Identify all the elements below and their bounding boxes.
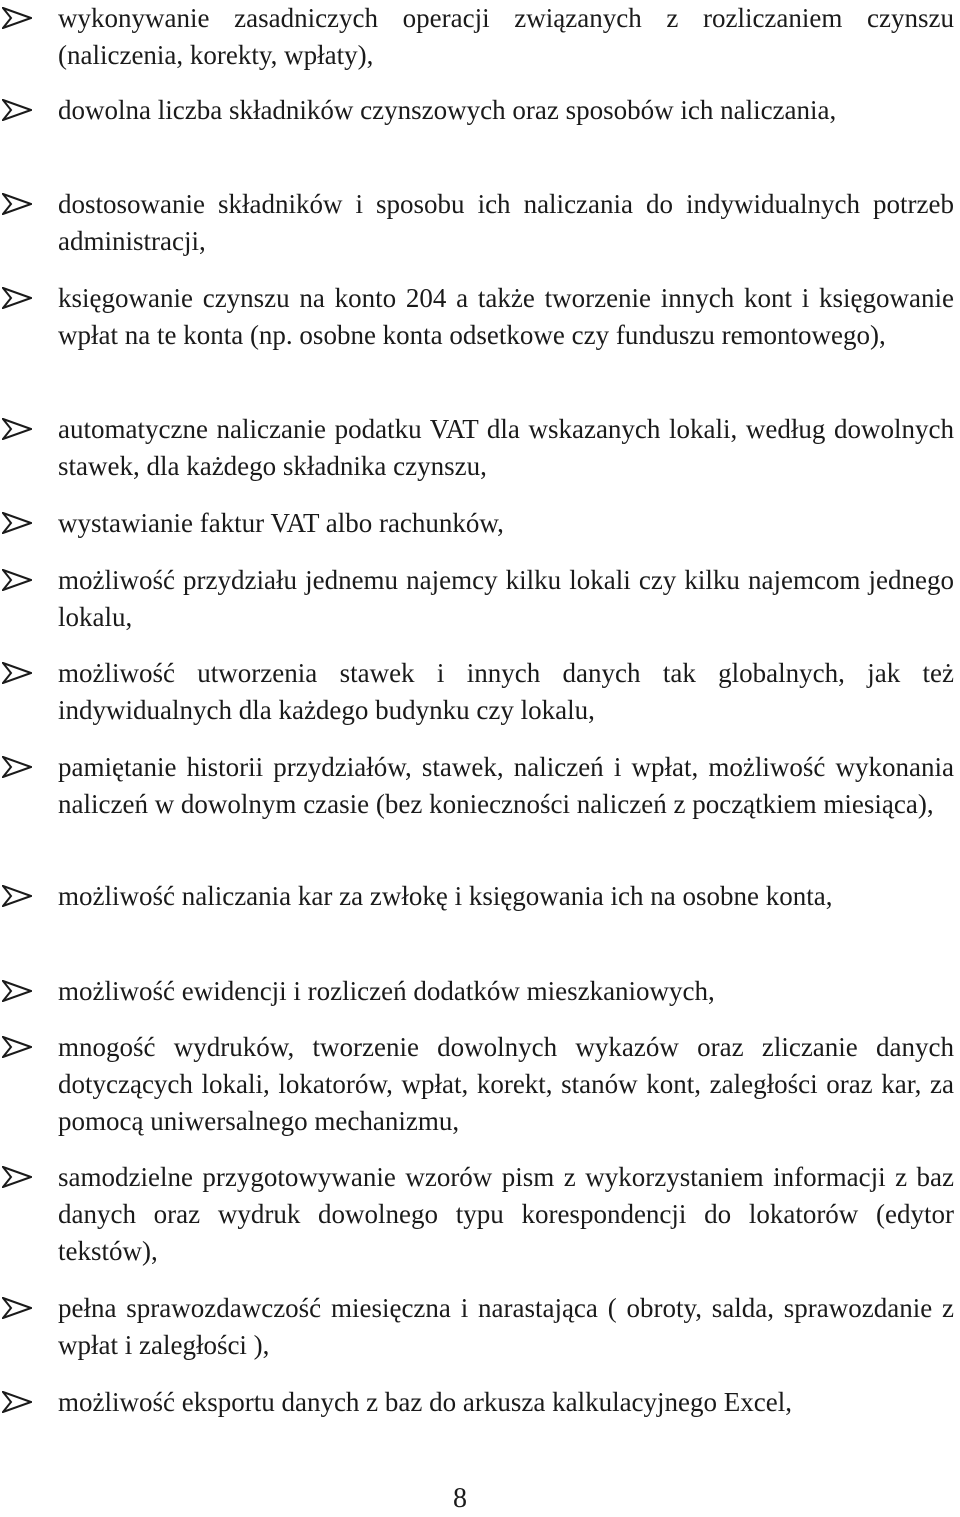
list-item-text: możliwość przydziału jednemu najemcy kilku lokali czy kilku najemcom jednego lokalu, (58, 565, 954, 632)
list-item-text: dowolna liczba składników czynszowych oraz sposobów ich naliczania, (58, 95, 837, 125)
list-item-text: dostosowanie składników i sposobu ich naliczania do indywidualnych potrzeb administracji, (58, 189, 954, 256)
arrow-bullet-icon (2, 418, 32, 440)
arrow-bullet-icon (2, 569, 32, 591)
arrow-bullet-icon (2, 287, 32, 309)
arrow-bullet-icon (2, 7, 32, 29)
arrow-bullet-icon (2, 1166, 32, 1188)
list-item-text: automatyczne naliczanie podatku VAT dla wskazanych lokali, według dowolnych stawek, dla każdego składnika czynszu, (58, 414, 954, 481)
list-item-text: możliwość eksportu danych z baz do arkusza kalkulacyjnego Excel, (58, 1387, 792, 1417)
arrow-bullet-icon (2, 756, 32, 778)
list-item-text: możliwość utworzenia stawek i innych danych tak globalnych, jak też indywidualnych dla każdego budynku czy lokalu, (58, 658, 954, 725)
list-item-text: księgowanie czynszu na konto 204 a także tworzenie innych kont i księgowanie wpłat na te konta (np. osobne konta odsetkowe czy funduszu remontowego), (58, 283, 954, 350)
list-item-text: wykonywanie zasadniczych operacji związanych z rozliczaniem czynszu (naliczenia, korekty, wpłaty), (58, 3, 954, 70)
list-item-text: pełna sprawozdawczość miesięczna i narastająca ( obroty, salda, sprawozdanie z wpłat i zaległości ), (58, 1293, 954, 1360)
arrow-bullet-icon (2, 980, 32, 1002)
list-item-text: możliwość ewidencji i rozliczeń dodatków mieszkaniowych, (58, 976, 715, 1006)
arrow-bullet-icon (2, 193, 32, 215)
list-item-text: mnogość wydruków, tworzenie dowolnych wykazów oraz zliczanie danych dotyczących lokali, lokatorów, wpłat, korekt, stanów kont, zaległości oraz kar, za pomocą uniwersalnego mechanizmu, (58, 1032, 954, 1136)
list-item-text: możliwość naliczania kar za zwłokę i księgowania ich na osobne konta, (58, 881, 833, 911)
list-item-text: samodzielne przygotowywanie wzorów pism z wykorzystaniem informacji z baz danych oraz wydruk dowolnego typu korespondencji do lokatorów (edytor tekstów), (58, 1162, 954, 1266)
page-number: 8 (453, 1483, 467, 1514)
arrow-bullet-icon (2, 662, 32, 684)
list-item-text: wystawianie faktur VAT albo rachunków, (58, 508, 504, 538)
arrow-bullet-icon (2, 1297, 32, 1319)
arrow-bullet-icon (2, 99, 32, 121)
arrow-bullet-icon (2, 1036, 32, 1058)
arrow-bullet-icon (2, 885, 32, 907)
list-item-text: pamiętanie historii przydziałów, stawek, naliczeń i wpłat, możliwość wykonania naliczeń w dowolnym czasie (bez konieczności naliczeń z początkiem miesiąca), (58, 752, 954, 819)
arrow-bullet-icon (2, 512, 32, 534)
arrow-bullet-icon (2, 1391, 32, 1413)
